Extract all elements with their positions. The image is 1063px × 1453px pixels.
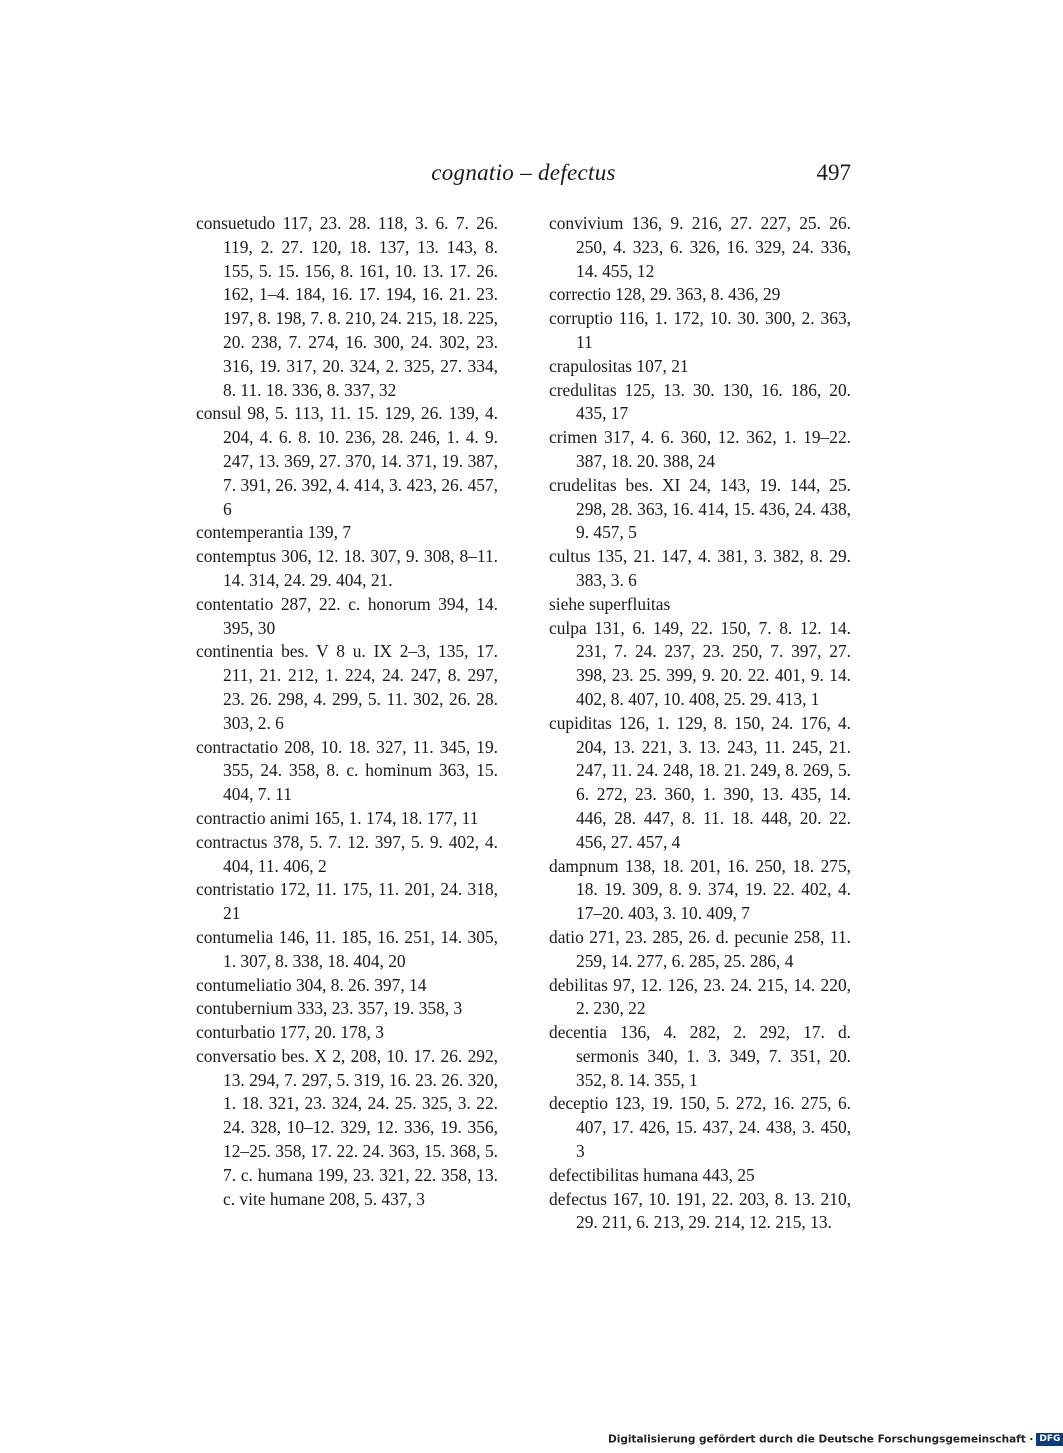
index-entry: contumeliatio 304, 8. 26. 397, 14 — [196, 974, 427, 995]
running-title: cognatio – defectus — [431, 160, 616, 185]
index-entry: deceptio 123, 19. 150, 5. 272, 16. 275, 6. 407, 17. 426, 15. 437, 24. 438, 3. 450, 3 — [549, 1093, 851, 1162]
index-column-right — [549, 212, 851, 1235]
index-entry: defectus 167, 10. 191, 22. 203, 8. 13. 210, 29. 211, 6. 213, 29. 214, 12. 215, 13. — [549, 1188, 851, 1233]
index-entry: crudelitas bes. XI 24, 143, 19. 144, 25. 298, 28. 363, 16. 414, 15. 436, 24. 438, 9. 457, 5 — [549, 474, 851, 543]
page-number: 497 — [816, 160, 851, 185]
index-entry: contemperantia 139, 7 — [196, 522, 352, 543]
index-entry: contemptus 306, 12. 18. 307, 9. 308, 8–11. 14. 314, 24. 29. 404, 21. — [196, 546, 498, 590]
page-header — [196, 160, 851, 194]
index-entry: contractus 378, 5. 7. 12. 397, 5. 9. 402, 4. 404, 11. 406, 2 — [196, 831, 498, 876]
index-entry: cultus 135, 21. 147, 4. 381, 3. 382, 8. 29. 383, 3. 6 — [549, 546, 851, 590]
index-entry: contubernium 333, 23. 357, 19. 358, 3 — [196, 998, 463, 1019]
index-entry: contentatio 287, 22. c. honorum 394, 14. 395, 30 — [196, 593, 498, 638]
index-entry: debilitas 97, 12. 126, 23. 24. 215, 14. 220, 2. 230, 22 — [549, 974, 851, 1019]
index-entry: corruptio 116, 1. 172, 10. 30. 300, 2. 363, 11 — [549, 308, 851, 352]
index-entry: dampnum 138, 18. 201, 16. 250, 18. 275, 18. 19. 309, 8. 9. 374, 19. 22. 402, 4. 17–20. 403, 3. 10. 409, 7 — [549, 855, 851, 924]
dfg-logo: DFG — [1036, 1433, 1063, 1446]
index-entry: continentia bes. V 8 u. IX 2–3, 135, 17. 211, 21. 212, 1. 224, 24. 247, 8. 297, 23. 26. 298, 4. 299, 5. 11. 302, 26. 28. 303, 2. 6 — [196, 641, 498, 733]
index-entry: contractio animi 165, 1. 174, 18. 177, 11 — [196, 807, 479, 828]
index-entry: conturbatio 177, 20. 178, 3 — [196, 1022, 384, 1043]
index-entry: cupiditas 126, 1. 129, 8. 150, 24. 176, 4. 204, 13. 221, 3. 13. 243, 11. 245, 21. 247, 11. 24. 248, 18. 21. 249, 8. 269, 5. 6. 272, 23. 360, 1. 390, 13. 435, 14. 446, 28. 447, 8. 11. 18. 448, 20. 22. 456, 27. 457, 4 — [549, 712, 851, 852]
cross-reference: siehe superfluitas — [549, 593, 671, 614]
index-entry: defectibilitas humana 443, 25 — [549, 1164, 755, 1185]
index-entry: conversatio bes. X 2, 208, 10. 17. 26. 292, 13. 294, 7. 297, 5. 319, 16. 23. 26. 320, 1. 18. 321, 23. 324, 24. 25. 325, 3. 22. 24. 328, 10–12. 329, 12. 336, 19. 356, 12–25. 358, 17. 22. 24. 363, 15. 368, 5. 7. c. humana 199, 23. 321, 22. 358, 13. c. vite humane 208, 5. 437, 3 — [196, 1045, 498, 1209]
index-entry: culpa 131, 6. 149, 22. 150, 7. 8. 12. 14. 231, 7. 24. 237, 23. 250, 7. 397, 27. 398, 23. 25. 399, 9. 20. 22. 401, 9. 14. 402, 8. 407, 10. 408, 25. 29. 413, 1 — [549, 617, 851, 709]
funding-text: Digitalisierung gefördert durch die Deutsche Forschungsgemeinschaft · — [608, 1433, 1034, 1446]
index-entry: contristatio 172, 11. 175, 11. 201, 24. 318, 21 — [196, 879, 498, 924]
index-column-left — [196, 212, 498, 1211]
index-entry: correctio 128, 29. 363, 8. 436, 29 — [549, 284, 781, 305]
index-entry: contumelia 146, 11. 185, 16. 251, 14. 305, 1. 307, 8. 338, 18. 404, 20 — [196, 926, 498, 971]
index-entry: datio 271, 23. 285, 26. d. pecunie 258, 11. 259, 14. 277, 6. 285, 25. 286, 4 — [549, 926, 851, 971]
index-entry: consuetudo 117, 23. 28. 118, 3. 6. 7. 26. 119, 2. 27. 120, 18. 137, 13. 143, 8. 155, 5. 15. 156, 8. 161, 10. 13. 17. 26. 162, 1–4. 184, 16. 17. 194, 16. 21. 23. 197, 8. 198, 7. 8. 210, 24. 215, 18. 225, 20. 238, 7. 274, 16. 300, 24. 302, 23. 316, 19. 317, 20. 324, 2. 325, 27. 334, 8. 11. 18. 336, 8. 337, 32 — [196, 213, 498, 400]
index-entry: convivium 136, 9. 216, 27. 227, 25. 26. 250, 4. 323, 6. 326, 16. 329, 24. 336, 14. 455, 12 — [549, 213, 851, 281]
funding-footer — [608, 1433, 1063, 1446]
index-entry: crapulositas 107, 21 — [549, 355, 689, 376]
index-entry: contractatio 208, 10. 18. 327, 11. 345, 19. 355, 24. 358, 8. c. hominum 363, 15. 404, 7. 11 — [196, 736, 498, 805]
index-entry: consul 98, 5. 113, 11. 15. 129, 26. 139, 4. 204, 4. 6. 8. 10. 236, 28. 246, 1. 4. 9. 247, 13. 369, 27. 370, 14. 371, 19. 387, 7. 391, 26. 392, 4. 414, 3. 423, 26. 457, 6 — [196, 403, 498, 519]
index-entry: credulitas 125, 13. 30. 130, 16. 186, 20. 435, 17 — [549, 379, 851, 424]
index-entry: decentia 136, 4. 282, 2. 292, 17. d. sermonis 340, 1. 3. 349, 7. 351, 20. 352, 8. 14. 355, 1 — [549, 1022, 851, 1090]
index-entry: crimen 317, 4. 6. 360, 12. 362, 1. 19–22. 387, 18. 20. 388, 24 — [549, 427, 851, 471]
